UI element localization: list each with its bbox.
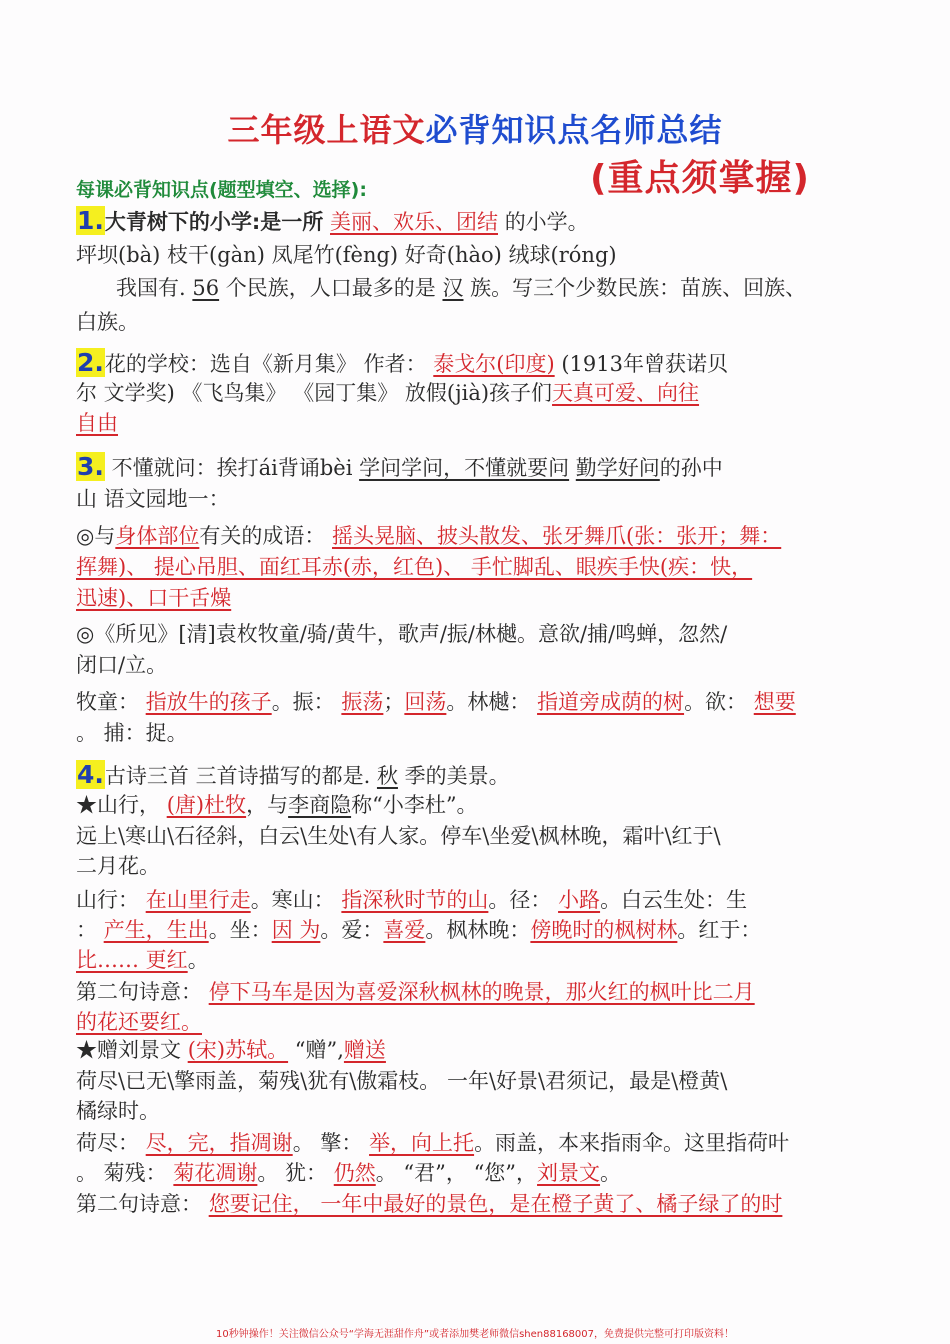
section-number-4: 4. bbox=[77, 760, 104, 789]
s3-line-9: 。 捕：捉。 bbox=[76, 721, 188, 745]
s4-line-12: 橘绿时。 bbox=[76, 1099, 160, 1123]
page-title bbox=[0, 105, 950, 151]
s1-line-4: 白族。 bbox=[76, 310, 139, 334]
s4-line-3: 远上\寒山\石径斜，白云\生处\有人家。停车\坐爱\枫林晚，霜叶\红于\ bbox=[76, 824, 721, 848]
s1-line-1: 1.大青树下的小学:是一所 美丽、欢乐、团结 的小学。 bbox=[77, 206, 589, 235]
s3-line-6: ◎《所见》[清]袁枚牧童/骑/黄牛，歌声/振/林樾。意欲/捕/鸣蝉，忽然/ bbox=[76, 622, 728, 646]
s4-line-15: 第二句诗意： 您要记住， 一年中最好的景色，是在橙子黄了、橘子绿了的时 bbox=[76, 1192, 783, 1216]
s4-line-13: 荷尽： 尽，完，指凋谢。 擎： 举，向上托。雨盖，本来指雨伞。这里指荷叶 bbox=[76, 1131, 790, 1155]
s4-line-2: ★山行， (唐)杜牧，与李商隐称“小李杜”。 bbox=[76, 793, 478, 817]
s3-line-5: 迅速)、口干舌燥 bbox=[76, 586, 232, 610]
s4-line-4: 二月花。 bbox=[76, 854, 160, 878]
s1-pinyin-line: 坪坝(bà) 枝干(gàn) 凤尾竹(fèng) 好奇(hào) 绒球(róng) bbox=[76, 243, 617, 267]
s4-line-10: ★赠刘景文 (宋)苏轼。 “赠”,赠送 bbox=[76, 1038, 386, 1062]
s3-line-4: 挥舞)、 提心吊胆、面红耳赤(赤，红色)、 手忙脚乱、眼疾手快(疾：快， bbox=[76, 555, 753, 579]
section-number-1: 1. bbox=[77, 206, 104, 235]
s4-line-5: 山行： 在山里行走。寒山： 指深秋时节的山。径： 小路。白云生处：生 bbox=[76, 888, 748, 912]
s1-line-3: 我国有. 56 个民族，人口最多的是 汉 族。写三个少数民族：苗族、回族、 bbox=[116, 276, 807, 300]
s3-line-8: 牧童： 指放牛的孩子。振： 振荡；回荡。林樾： 指道旁成荫的树。欲： 想要 bbox=[76, 690, 796, 714]
s4-line-7: 比…… 更红。 bbox=[76, 948, 209, 972]
s4-line-8: 第二句诗意： 停下马车是因为喜爱深秋枫林的晚景，那火红的枫叶比二月 bbox=[76, 980, 755, 1004]
page-subtitle: (重点须掌握) bbox=[590, 158, 810, 199]
title-part-blue: 必背知识点名师总结 bbox=[425, 111, 723, 149]
s4-line-6: ： 产生，生出。坐：因 为。爱：喜爱。枫林晚：傍晚时的枫树林。红于： bbox=[76, 918, 762, 942]
s3-line-1: 3. 不懂就问：挨打ái背诵bèi 学问学问，不懂就要问 勤学好问的孙中 bbox=[77, 452, 723, 481]
section-number-2: 2. bbox=[77, 348, 104, 377]
footer-note: 10秒钟操作！关注微信公众号“学海无涯甜作舟”或者添加樊老师微信shen88168007，免费提供完整可打印版资料！ bbox=[215, 1329, 735, 1340]
s3-line-3: ◎与身体部位有关的成语： 摇头晃脑、披头散发、张牙舞爪(张：张开；舞： bbox=[76, 524, 782, 548]
s2-line-3: 自由 bbox=[76, 411, 118, 435]
s4-line-1: 4.古诗三首 三首诗描写的都是. 秋 季的美景。 bbox=[77, 760, 510, 789]
s4-line-14: 。 菊残： 菊花凋谢。 犹： 仍然。 “君”， “您”，刘景文。 bbox=[76, 1161, 622, 1185]
s2-line-1: 2.花的学校：选自《新月集》 作者： 泰戈尔(印度) (1913年曾获诺贝 bbox=[77, 348, 728, 377]
s2-line-2: 尔 文学奖) 《飞鸟集》 《园丁集》 放假(jià)孩子们天真可爱、向往 bbox=[76, 381, 700, 405]
s4-line-9: 的花还要红。 bbox=[76, 1010, 202, 1034]
s4-line-11: 荷尽\已无\擎雨盖，菊残\犹有\傲霜枝。 一年\好景\君须记，最是\橙黄\ bbox=[76, 1069, 728, 1093]
s3-line-7: 闭口/立。 bbox=[76, 653, 168, 677]
s3-line-2: 山 语文园地一： bbox=[76, 487, 230, 511]
answer: 美丽、欢乐、团结 bbox=[330, 210, 498, 234]
title-part-red: 三年级上语文 bbox=[227, 111, 426, 149]
section-number-3: 3. bbox=[77, 452, 104, 481]
intro-heading: 每课必背知识点(题型填空、选择): bbox=[76, 179, 367, 201]
